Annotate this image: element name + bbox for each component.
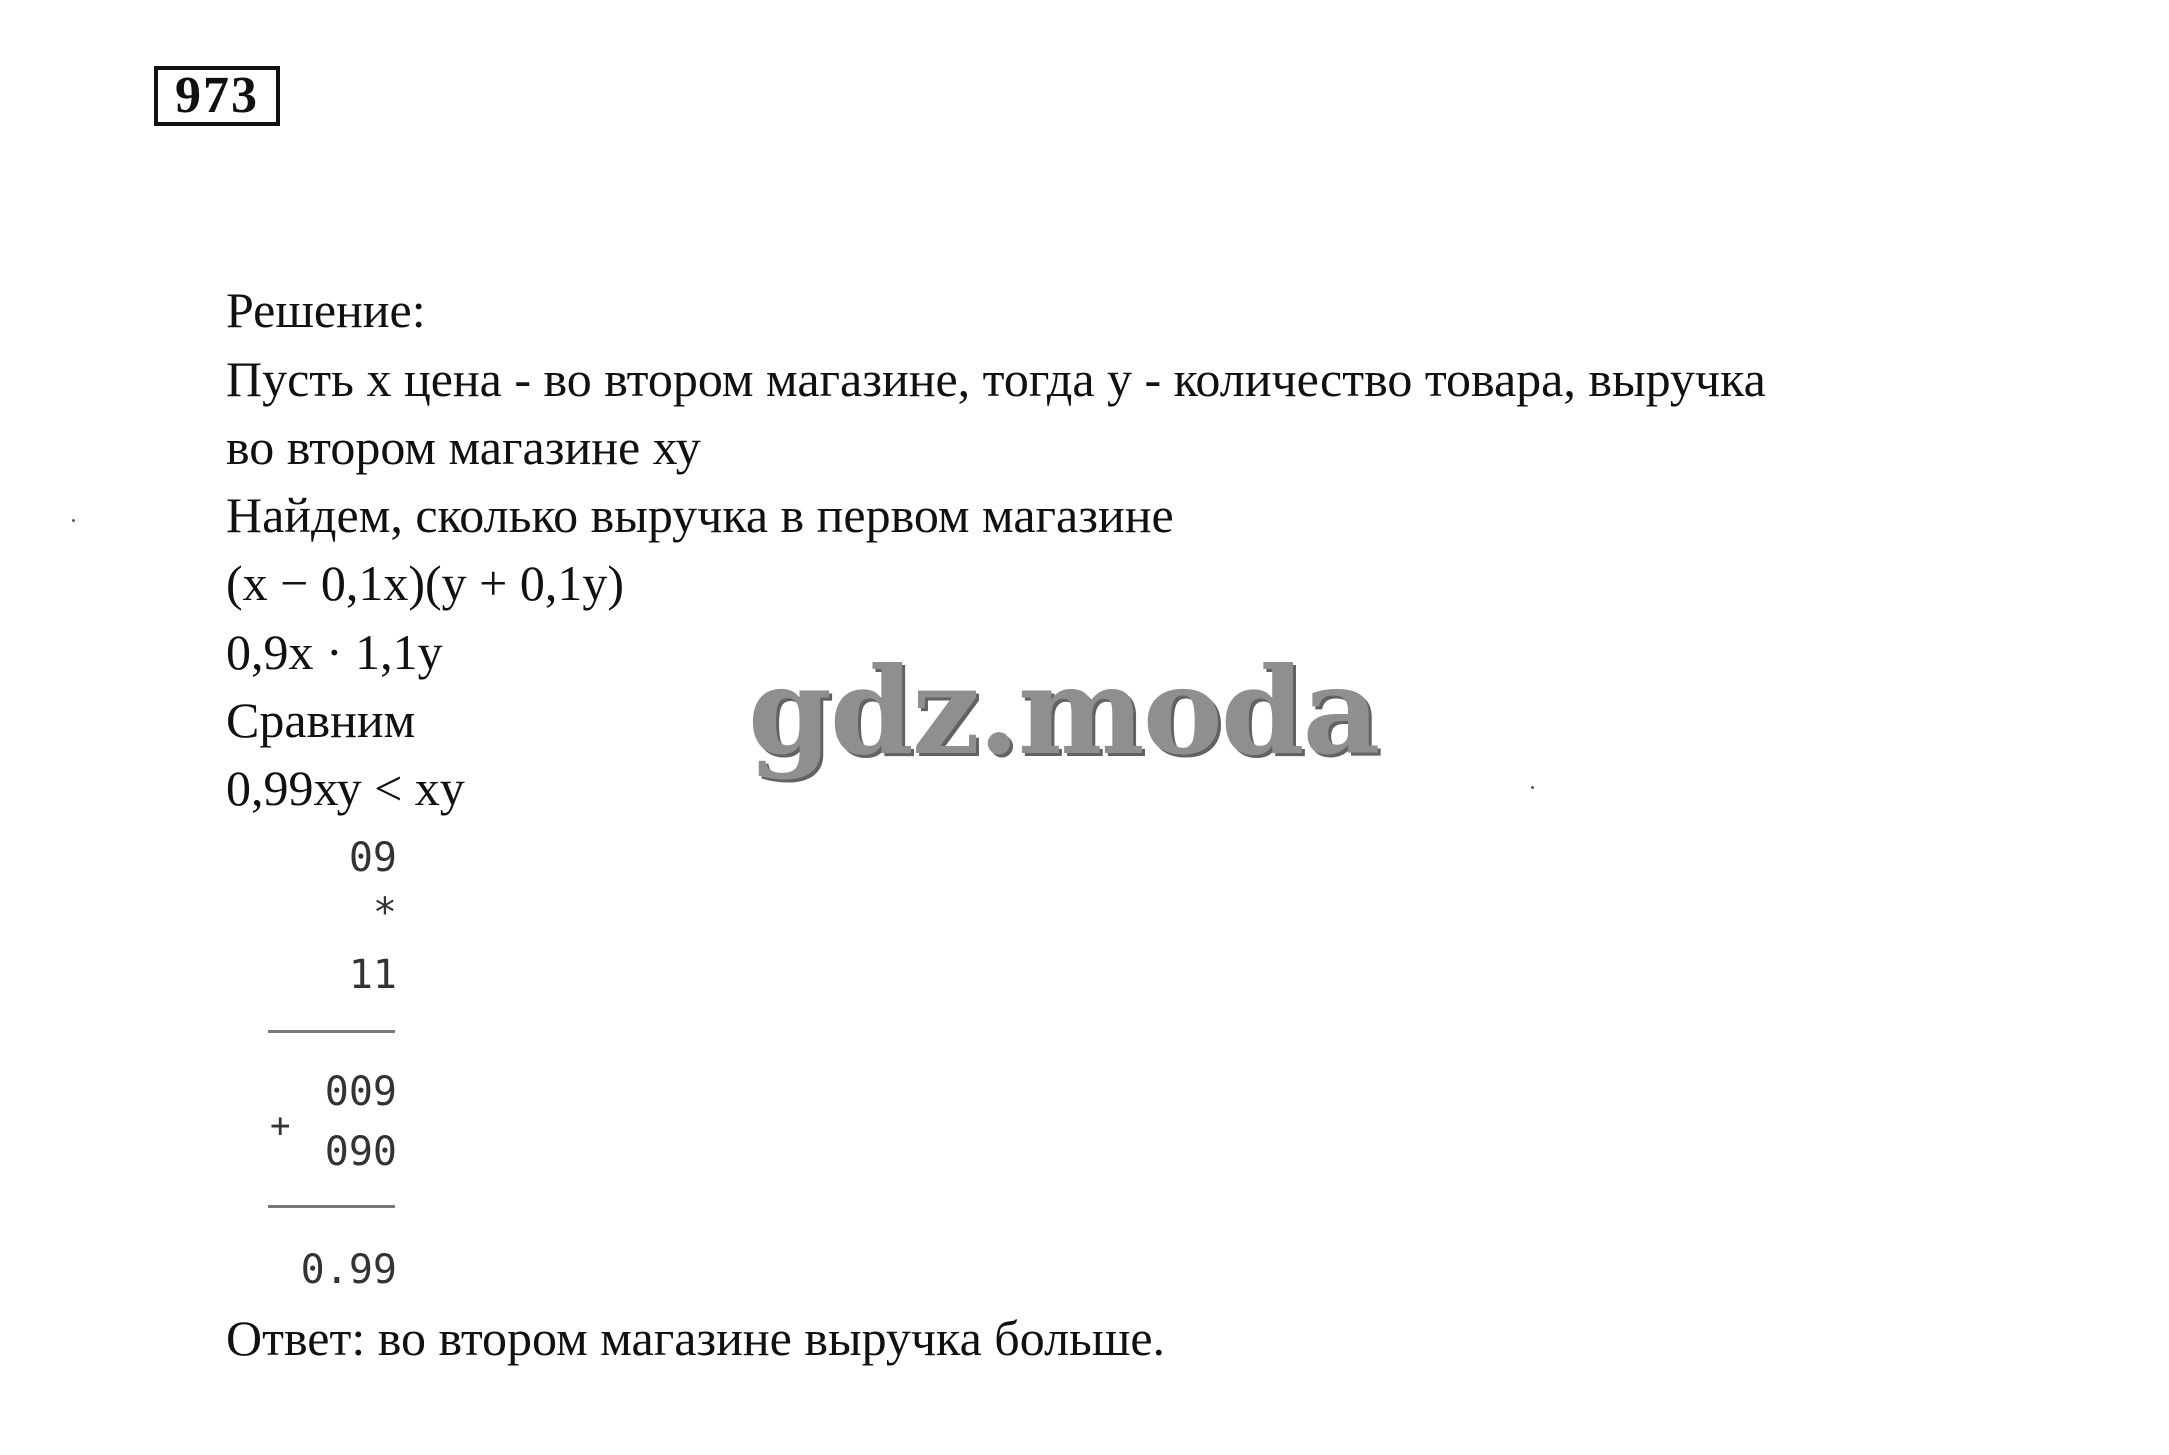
compare-heading: Сравним xyxy=(226,692,416,748)
multiply-rule xyxy=(268,1030,395,1033)
scan-speck xyxy=(1531,786,1534,789)
answer-line: Ответ: во втором магазине выручка больше. xyxy=(226,1310,1166,1366)
product-line: 0,9х · 1,1у xyxy=(226,624,443,680)
text-line-3: Найдем, сколько выручка в первом магазине xyxy=(226,487,1174,543)
text-line-1: Пусть х цена - во втором магазине, тогда у - количество товара, выручка xyxy=(226,351,1766,407)
watermark: gdz.moda xyxy=(748,641,1379,782)
multiplication-result: 0.99 xyxy=(300,1247,397,1293)
multiplier: 11 xyxy=(348,952,397,998)
multiply-operator: * xyxy=(372,890,397,936)
problem-number: 973 xyxy=(175,67,259,124)
scan-speck xyxy=(72,519,75,522)
partial-product-1: 009 xyxy=(324,1069,397,1115)
inequality-line: 0,99ху < xy xyxy=(226,760,465,816)
expression-line: (х − 0,1х)(у + 0,1у) xyxy=(226,555,624,611)
partial-product-2: 090 xyxy=(324,1129,397,1175)
multiplicand: 09 xyxy=(348,835,397,881)
sum-rule xyxy=(268,1205,395,1208)
text-line-2: во втором магазине ху xyxy=(226,419,701,475)
plus-sign: + xyxy=(270,1106,291,1146)
solution-heading: Решение: xyxy=(226,282,426,338)
problem-number-box xyxy=(154,66,280,126)
